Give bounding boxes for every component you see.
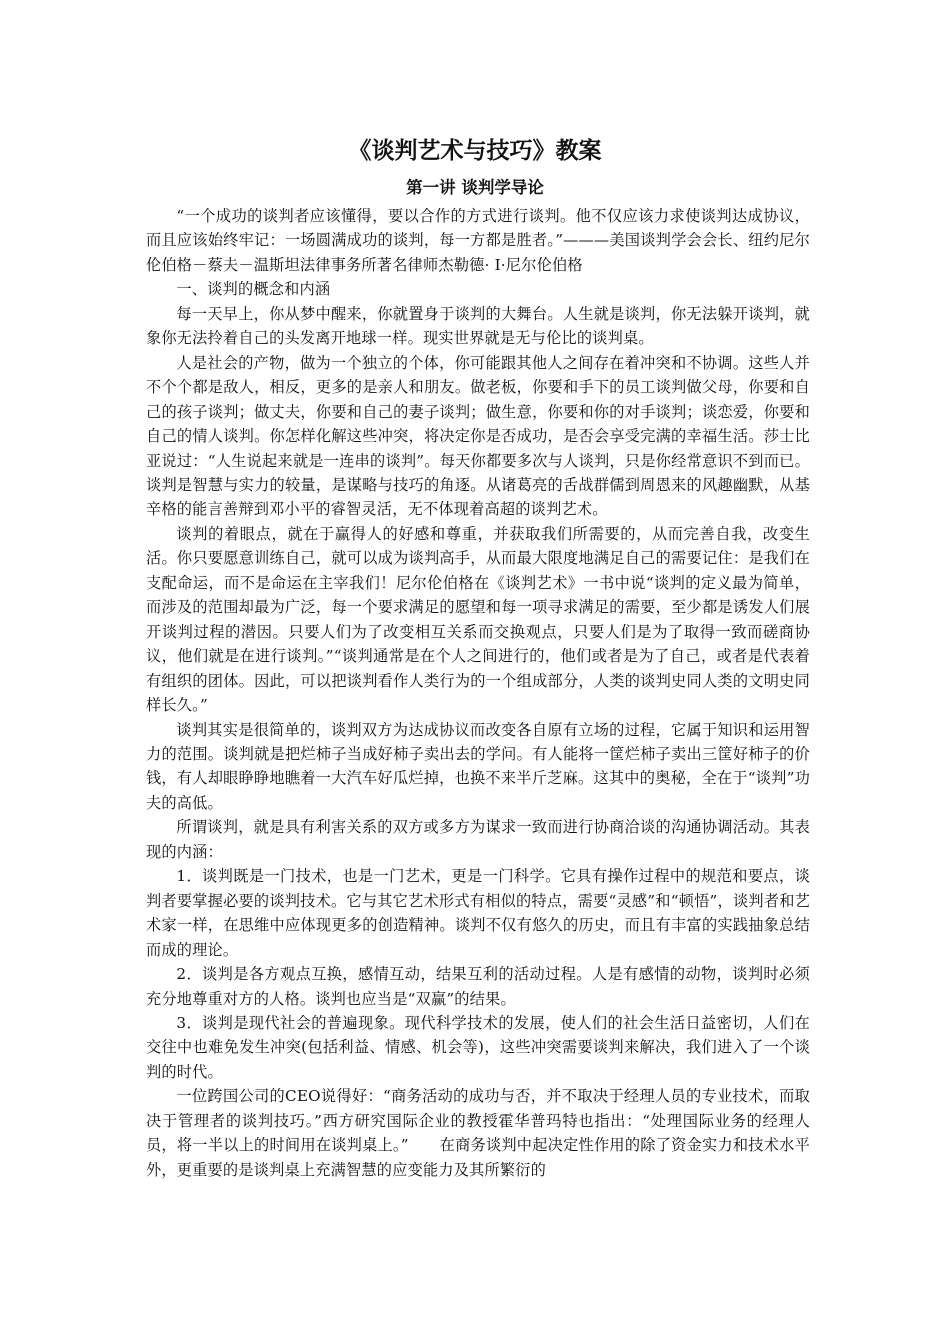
paragraph: 谈判的着眼点，就在于赢得人的好感和尊重，并获取我们所需要的，从而完善自我，改变生活。你只要愿意训练自己，就可以成为谈判高手，从而最大限度地满足自己的需要记住：是我们在支配命运，而不是命运在主宰我们！尼尔伦伯格在《谈判艺术》一书中说“谈判的定义最为简单，而涉及的范围却最为广泛，每一个要求满足的愿望和每一项寻求满足的需要，至少都是诱发人们展开谈判过程的潜因。只要人们为了改变相互关系而交换观点，只要人们是为了取得一致而磋商协议，他们就是在进行谈判。”“谈判通常是在个人之间进行的，他们或者是为了自己，或者是代表着有组织的团体。因此，可以把谈判看作人类行为的一个组成部分，人类的谈判史同人类的文明史同样长久。” [146,524,810,715]
paragraph: 每一天早上，你从梦中醒来，你就置身于谈判的大舞台。人生就是谈判，你无法躲开谈判，就象你无法拎着自己的头发离开地球一样。现实世界就是无与伦比的谈判桌。 [146,304,810,348]
list-item: 3．谈判是现代社会的普遍现象。现代科学技术的发展，使人们的社会生活日益密切，人们在交往中也难免发生冲突(包括利益、情感、机会等)，这些冲突需要谈判来解决，我们进入了一个谈判的时代。 [146,1013,810,1081]
list-item: 1．谈判既是一门技术，也是一门艺术，更是一门科学。它具有操作过程中的规范和要点，谈判者要掌握必要的谈判技术。它与其它艺术形式有相似的特点，需要“灵感”和“顿悟”，谈判者和艺术家一样，在思维中应体现更多的创造精神。谈判不仅有悠久的历史，而且有丰富的实践抽象总结而成的理论。 [146,867,810,959]
paragraph: 一位跨国公司的CEO说得好：“商务活动的成功与否，并不取决于经理人员的专业技术，而取决于管理者的谈判技巧。”西方研究国际企业的教授霍华普玛特也指出：“处理国际业务的经理人员，将一半以上的时间用在谈判桌上。” 在商务谈判中起决定性作用的除了资金实力和技术水平外，更重要的是谈判桌上充满智慧的应变能力及其所繁衍的 [146,1087,810,1179]
paragraph: 所谓谈判，就是具有利害关系的双方或多方为谋求一致而进行协商洽谈的沟通协调活动。其表现的内涵： [146,818,810,861]
section-heading: 一、谈判的概念和内涵 [176,280,331,299]
document-title: 《谈判艺术与技巧》教案 [348,137,602,164]
lecture-heading: 第一讲 谈判学导论 [406,178,544,197]
document-body [146,204,810,1182]
paragraph-epigraph: “一个成功的谈判者应该懂得，要以合作的方式进行谈判。他不仅应该力求使谈判达成协议，而且应该始终牢记：一场圆满成功的谈判，每一方都是胜者。”———美国谈判学会会长、纽约尼尔伦伯格－蔡夫－温斯坦法律事务所著名律师杰勒德· I·尼尔伦伯格 [146,207,810,274]
paragraph: 谈判其实是很简单的，谈判双方为达成协议而改变各自原有立场的过程，它属于知识和运用智力的范围。谈判就是把烂柿子当成好柿子卖出去的学问。有人能将一筐烂柿子卖出三筐好柿子的价钱，有人却眼睁睁地瞧着一大汽车好瓜烂掉，也换不来半斤芝麻。这其中的奥秘，全在于“谈判”功夫的高低。 [146,720,810,812]
paragraph: 人是社会的产物，做为一个独立的个体，你可能跟其他人之间存在着冲突和不协调。这些人并不个个都是敌人，相反，更多的是亲人和朋友。做老板，你要和手下的员工谈判做父母，你要和自己的孩子谈判；做丈夫，你要和自己的妻子谈判；做生意，你要和你的对手谈判；谈恋爱，你要和自己的情人谈判。你怎样化解这些冲突，将决定你是否成功，是否会享受完满的幸福生活。莎士比亚说过：“人生说起来就是一连串的谈判”。每天你都要多次与人谈判，只是你经常意识不到而已。谈判是智慧与实力的较量，是谋略与技巧的角逐。从诸葛亮的舌战群儒到周恩来的风趣幽默，从基辛格的能言善辩到邓小平的睿智灵活，无不体现着高超的谈判艺术。 [146,353,810,519]
list-item: 2．谈判是各方观点互换，感情互动，结果互利的活动过程。人是有感情的动物，谈判时必须充分地尊重对方的人格。谈判也应当是“双赢”的结果。 [146,965,810,1008]
